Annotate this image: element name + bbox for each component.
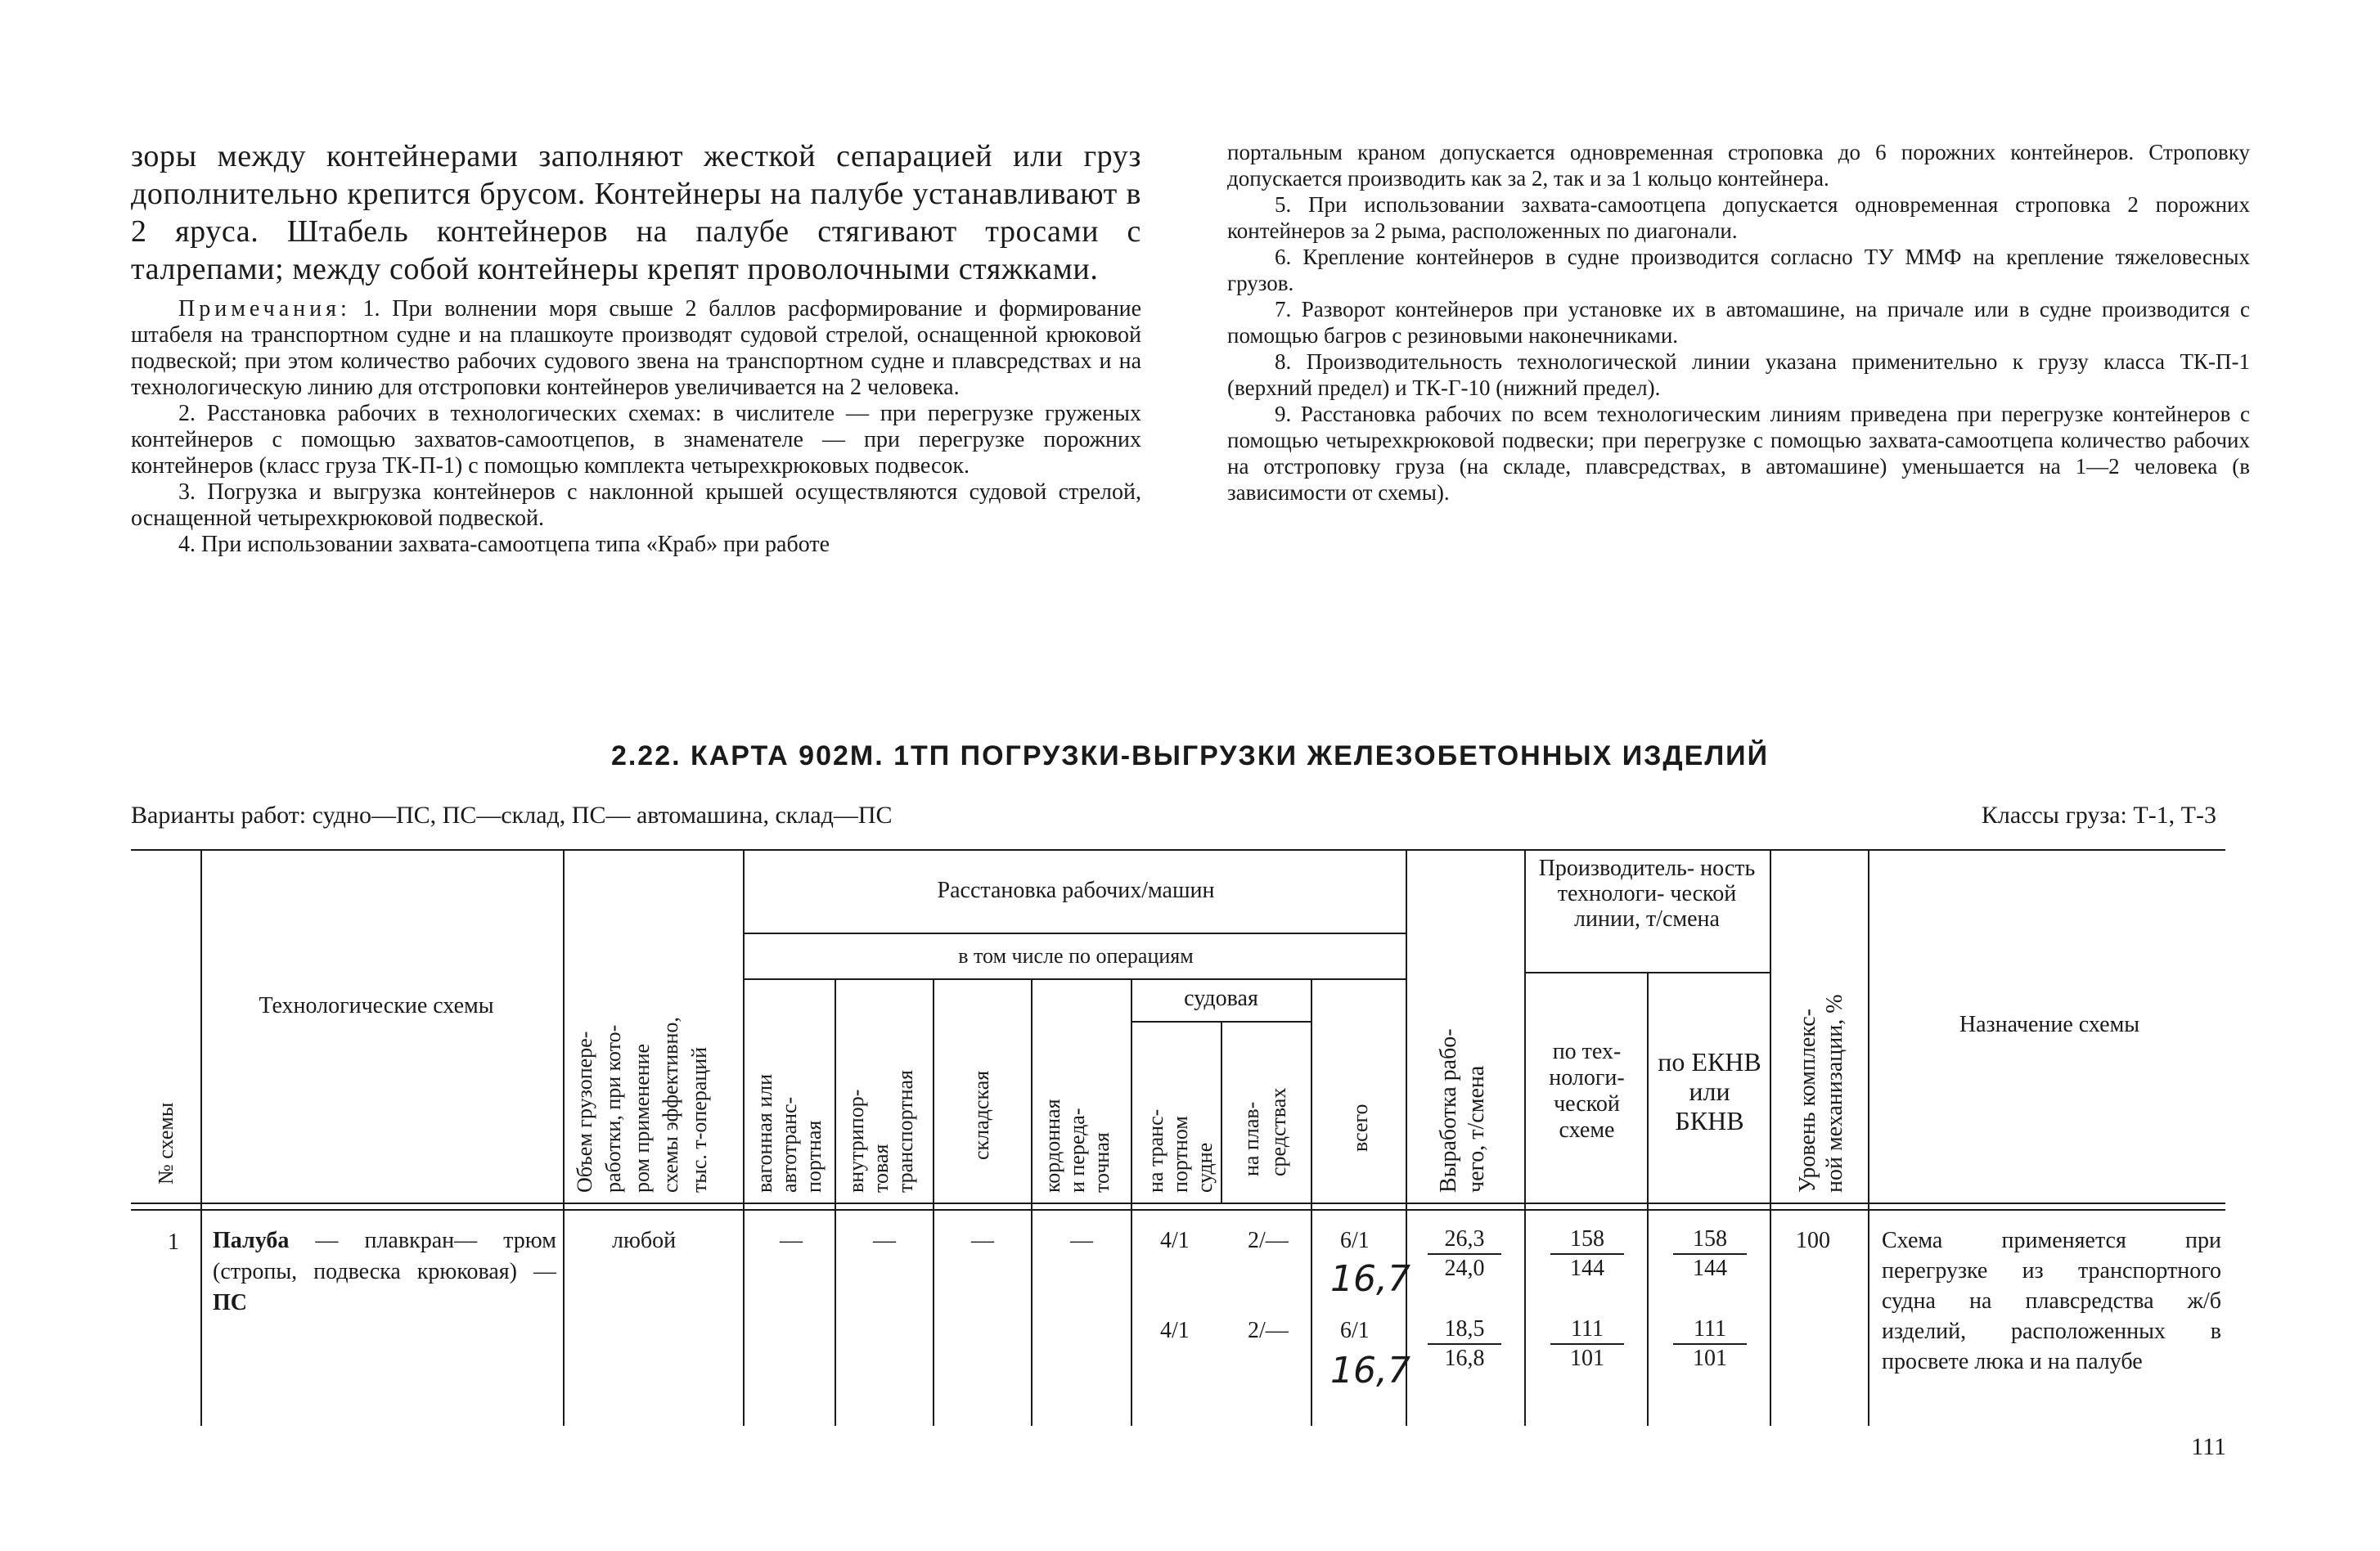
row1-volume: любой bbox=[612, 1228, 677, 1253]
header-wagon-2: автотранс- bbox=[777, 1096, 801, 1193]
row1-wagon: — bbox=[780, 1228, 803, 1253]
row1-no: 1 bbox=[168, 1230, 179, 1255]
row1-scheme-rest: — плавкран— трюм (стропы, подвеска крюковая) — bbox=[213, 1228, 556, 1284]
row1-ship-transport-a: 4/1 bbox=[1160, 1228, 1190, 1253]
row1-total-a: 6/1 bbox=[1340, 1228, 1370, 1253]
header-ship-transport-3: судне bbox=[1193, 1142, 1217, 1193]
col-sep-2 bbox=[563, 849, 565, 1426]
header-mech-2: ной механизации, % bbox=[1822, 994, 1847, 1193]
row1-output-b-num: 18,5 bbox=[1428, 1315, 1501, 1345]
col-sep-8 bbox=[1221, 1021, 1222, 1203]
row1-output-a bbox=[1428, 1225, 1501, 1283]
right-column bbox=[1227, 139, 2250, 506]
header-by-tech-scheme: по тех- нологи- ческой схеме bbox=[1549, 1039, 1625, 1143]
row1-handwritten-b: 16,7 bbox=[1330, 1350, 1410, 1391]
col-sep-3 bbox=[743, 849, 745, 1426]
operations-divider bbox=[743, 978, 1406, 980]
header-by-operations: в том числе по операциям bbox=[958, 944, 1194, 968]
page-number: 111 bbox=[2191, 1433, 2226, 1460]
header-volume-1: Объем грузопере- bbox=[573, 1031, 596, 1193]
row1-tech-b-den: 101 bbox=[1570, 1346, 1604, 1371]
col-sep-1 bbox=[200, 849, 202, 1426]
note-1-text: 1. При волнении моря свыше 2 баллов расформирование и формирование штабеля на транспортном судне и на плашкоуте производят судовой стрелой, оснащенной крюковой подвеской; при этом количество рабочих судового звена на транспортном судне и плавсредствах и на технологическую линию для отстроповки контейнеров увеличивается на 2 человека. bbox=[131, 296, 1141, 400]
header-total: всего bbox=[1348, 1104, 1372, 1152]
row1-ship-transport-b: 4/1 bbox=[1160, 1318, 1190, 1343]
row1-ekhv-a-den: 144 bbox=[1693, 1256, 1727, 1281]
header-ship: судовая bbox=[1184, 986, 1258, 1011]
note-6: 6. Крепление контейнеров в судне производится согласно ТУ ММФ на крепление тяжеловесных грузов. bbox=[1227, 245, 2250, 295]
row1-output-a-den: 24,0 bbox=[1444, 1256, 1485, 1281]
col-sep-11 bbox=[1524, 849, 1526, 1426]
row1-scheme-bold: Палуба bbox=[213, 1228, 290, 1253]
header-volume-4: схемы эффективно, bbox=[659, 1017, 682, 1193]
row1-ekhv-b-num: 111 bbox=[1673, 1315, 1747, 1345]
row1-output-b-den: 16,8 bbox=[1444, 1346, 1485, 1371]
row1-ekhv-a bbox=[1673, 1225, 1747, 1283]
header-intraport-1: внутрипор- bbox=[844, 1089, 868, 1193]
row1-scheme-end: ПС bbox=[213, 1290, 247, 1315]
header-wagon-3: портная bbox=[802, 1120, 826, 1193]
header-tech-schemes: Технологические схемы bbox=[259, 993, 494, 1018]
row1-output-b bbox=[1428, 1315, 1501, 1373]
header-cordon-1: кордонная bbox=[1041, 1099, 1064, 1193]
header-output-1: Выработка рабо- bbox=[1436, 1028, 1461, 1193]
header-cordon-3: точная bbox=[1090, 1132, 1114, 1193]
header-volume-3: ром применение bbox=[630, 1043, 654, 1193]
row1-cordon: — bbox=[1070, 1228, 1093, 1253]
row1-tech-a-den: 144 bbox=[1570, 1256, 1604, 1281]
note-3: 3. Погрузка и выгрузка контейнеров с наклонной крышей осуществляются судовой стрелой, оснащенной четырехкрюковой подвеской. bbox=[131, 479, 1141, 531]
row1-scheme bbox=[213, 1225, 556, 1319]
col-sep-14 bbox=[1868, 849, 1869, 1426]
header-volume-5: тыс. т-операций bbox=[687, 1046, 711, 1193]
note-7: 7. Разворот контейнеров при установке их в автомашине, на причале или в судне производится с помощью багров с резиновыми наконечниками. bbox=[1227, 297, 2250, 348]
row1-mech: 100 bbox=[1796, 1228, 1830, 1253]
header-intraport-3: транспортная bbox=[893, 1069, 917, 1193]
row1-tech-b bbox=[1550, 1315, 1624, 1373]
header-productivity: Производитель- ность технологи- ческой линии, т/смена bbox=[1538, 856, 1756, 932]
row1-ship-floating-b: 2/— bbox=[1248, 1318, 1289, 1343]
row1-total-b: 6/1 bbox=[1340, 1318, 1370, 1343]
note-9: 9. Расстановка рабочих по всем технологическим линиям приведена при перегрузке контейнеров с помощью четырехкрюковой подвески; при перегрузке с помощью захвата-самоотцепа количество рабочих на отстроповку груза (на складе, плавсредствах, в автомашине) уменьшается на 1—2 человека (в зависимости от схемы). bbox=[1227, 402, 2250, 505]
row1-ekhv-b-den: 101 bbox=[1693, 1346, 1727, 1371]
note-2: 2. Расстановка рабочих в технологических схемах: в числителе — при перегрузке груженых контейнеров с помощью захватов-самоотцепов, в знаменателе — при перегрузке порожних контейнеров (класс груза ТК-П-1) с помощью комплекта четырехкрюковых подвесок. bbox=[131, 401, 1141, 479]
col-sep-6 bbox=[1031, 978, 1033, 1426]
header-output-2: чего, т/смена bbox=[1464, 1065, 1489, 1193]
header-volume-2: работки, при кото- bbox=[601, 1024, 625, 1193]
col-sep-5 bbox=[933, 978, 934, 1426]
header-bottom-border bbox=[131, 1203, 2225, 1204]
header-ship-transport-1: на транс- bbox=[1144, 1108, 1168, 1193]
header-bottom-border-2 bbox=[131, 1209, 2225, 1211]
row1-tech-a-num: 158 bbox=[1550, 1225, 1624, 1255]
row1-ekhv-a-num: 158 bbox=[1673, 1225, 1747, 1255]
row1-ekhv-b bbox=[1673, 1315, 1747, 1373]
col-sep-7 bbox=[1131, 978, 1132, 1426]
lead-paragraph: зоры между контейнерами заполняют жесткой сепарацией или груз дополнительно крепится брусом. Контейнеры на палубе устанавливают в 2 яруса. Штабель контейнеров на палубе стягивают тросами с талрепами; между собой контейнеры крепят проволочными стяжками. bbox=[131, 139, 1141, 286]
header-intraport-2: товая bbox=[869, 1144, 893, 1193]
row1-intraport: — bbox=[873, 1228, 896, 1253]
col-sep-13 bbox=[1770, 849, 1771, 1426]
col-sep-9 bbox=[1311, 978, 1312, 1426]
note-4: 4. При использовании захвата-самоотцепа типа «Краб» при работе bbox=[178, 532, 830, 557]
header-ship-transport-2: портном bbox=[1168, 1116, 1192, 1193]
header-warehouse: складская bbox=[970, 1070, 993, 1160]
row1-ship-floating-a: 2/— bbox=[1248, 1228, 1289, 1253]
note-8: 8. Производительность технологической линии указана применительно к грузу класса ТК-П-1 (верхний предел) и ТК-Г-10 (нижний предел). bbox=[1227, 349, 2250, 400]
row1-tech-b-num: 111 bbox=[1550, 1315, 1624, 1345]
work-variants: Варианты работ: судно—ПС, ПС—склад, ПС— автомашина, склад—ПС bbox=[131, 802, 893, 829]
row1-tech-a bbox=[1550, 1225, 1624, 1283]
header-ship-floating-1: на плав- bbox=[1239, 1101, 1263, 1176]
col-sep-10 bbox=[1406, 849, 1407, 1426]
cargo-classes: Классы груза: Т-1, Т-3 bbox=[1981, 802, 2216, 829]
header-by-ekhv: по ЕКНВ или БКНВ bbox=[1658, 1047, 1761, 1135]
header-ship-floating-2: средствах bbox=[1266, 1087, 1290, 1176]
header-wagon-1: вагонная или bbox=[753, 1073, 776, 1193]
section-title: 2.22. КАРТА 902М. 1ТП ПОГРУЗКИ-ВЫГРУЗКИ ЖЕЛЕЗОБЕТОННЫХ ИЗДЕЛИЙ bbox=[610, 740, 1770, 771]
note-4-continued: портальным краном допускается одновременная строповка до 6 порожних контейнеров. Строповку допускается производить как за 2, так и за 1 кольцо контейнера. bbox=[1227, 140, 2250, 191]
row1-handwritten-a: 16,7 bbox=[1330, 1258, 1410, 1300]
row1-output-a-num: 26,3 bbox=[1428, 1225, 1501, 1255]
operations-table bbox=[131, 849, 2225, 1426]
placement-divider bbox=[743, 933, 1406, 934]
notes-label: Примечания: bbox=[178, 296, 351, 321]
row1-warehouse: — bbox=[971, 1228, 994, 1253]
header-purpose: Назначение схемы bbox=[1959, 1012, 2140, 1037]
row1-purpose: Схема применяется при перегрузке из транспортного судна на плавсредства ж/б изделий, расположенных в просвете люка и на палубе bbox=[1882, 1228, 2221, 1374]
note-1 bbox=[131, 296, 1141, 401]
header-mech-1: Уровень комплекс- bbox=[1795, 1008, 1820, 1193]
header-cordon-2: и переда- bbox=[1065, 1108, 1089, 1193]
col-sep-4 bbox=[835, 978, 836, 1426]
note-5: 5. При использовании захвата-самоотцепа допускается одновременная строповка 2 порожних контейнеров за 2 рыма, расположенных по диагонали. bbox=[1227, 192, 2250, 243]
col-sep-12 bbox=[1647, 972, 1649, 1426]
header-placement: Расстановка рабочих/машин bbox=[937, 878, 1215, 903]
left-column bbox=[131, 137, 1141, 558]
table-top-border bbox=[131, 849, 2225, 851]
header-scheme-no: № схемы bbox=[154, 1102, 178, 1185]
